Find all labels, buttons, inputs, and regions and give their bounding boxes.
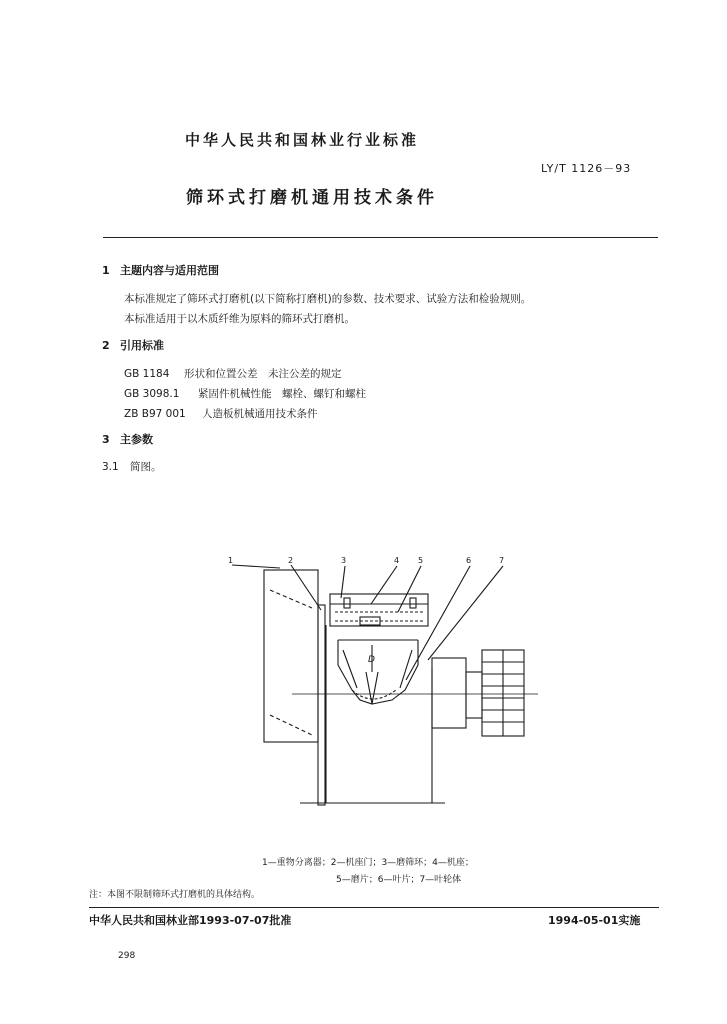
screen-ring-housing (330, 594, 428, 626)
section-1-paragraph-1: 本标准规定了筛环式打磨机(以下简称打磨机)的参数、技术要求、试验方法和检验规则。 (124, 293, 532, 305)
callout-6: 6 (466, 556, 472, 565)
document-title: 筛环式打磨机通用技术条件 (186, 188, 438, 208)
reference-title: 紧固件机械性能 螺栓、螺钉和螺柱 (198, 388, 366, 400)
figure-caption-line-2: 5—磨片；6—叶片；7—叶轮体 (336, 875, 462, 885)
reference-code: GB 3098.1 (124, 388, 180, 400)
section-number: 3 (102, 433, 110, 446)
reference-title: 形状和位置公差 未注公差的规定 (184, 368, 342, 380)
callout-5: 5 (418, 556, 424, 565)
page-number: 298 (118, 951, 136, 961)
figure-caption-line-1: 1—重物分离器；2—机座门；3—磨筛环；4—机座； (262, 858, 474, 868)
reference-code: GB 1184 (124, 368, 170, 380)
issuing-authority-title: 中华人民共和国林业行业标准 (185, 131, 420, 149)
section-1-paragraph-2: 本标准适用于以木质纤维为原料的筛环式打磨机。 (124, 313, 355, 325)
standard-code: LY/T 1126－93 (541, 162, 632, 175)
callout-3: 3 (341, 556, 347, 565)
base-door (318, 605, 325, 805)
effective-date: 1994-05-01实施 (548, 914, 641, 927)
approval-line: 中华人民共和国林业部1993-07-07批准 (89, 914, 292, 927)
section-number: 1 (102, 264, 110, 277)
subsection-number: 3.1 (102, 461, 119, 473)
section-title: 引用标准 (120, 339, 164, 352)
subsection-text: 简图。 (130, 461, 162, 473)
callout-2: 2 (288, 556, 294, 565)
footer-rule (89, 907, 659, 908)
reference-title: 人造板机械通用技术条件 (202, 408, 318, 420)
machine-base (326, 625, 432, 803)
callout-4: 4 (394, 556, 400, 565)
shaft-housing (432, 658, 466, 728)
section-title: 主参数 (120, 433, 153, 446)
callout-1: 1 (228, 556, 234, 565)
reference-code: ZB B97 001 (124, 408, 186, 420)
callout-7: 7 (499, 556, 505, 565)
section-title: 主题内容与适用范围 (120, 264, 219, 277)
figure-note: 注：本图不限制筛环式打磨机的具体结构。 (89, 890, 261, 900)
section-number: 2 (102, 339, 110, 352)
diameter-label: D (368, 655, 375, 665)
